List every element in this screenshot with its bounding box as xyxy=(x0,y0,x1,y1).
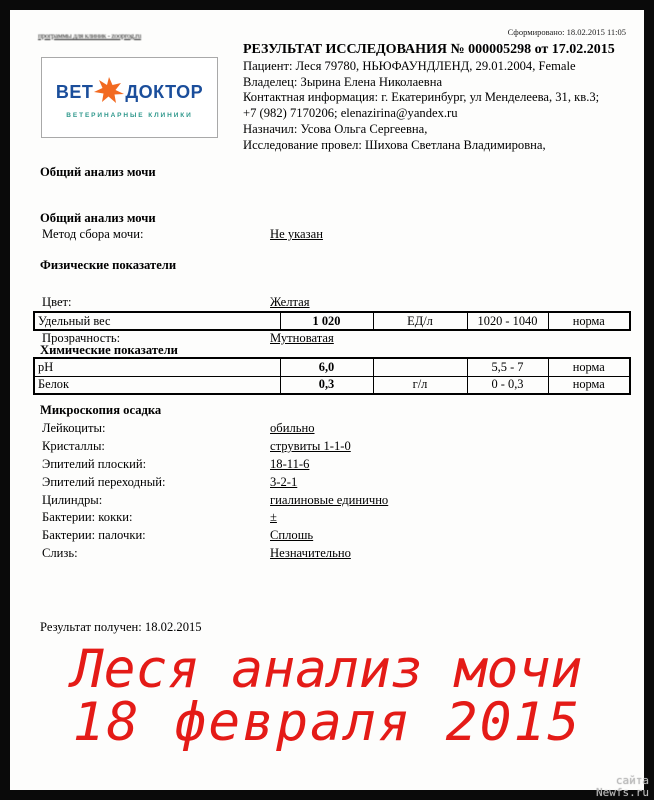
micro-value: Сплошь xyxy=(270,528,314,543)
micro-label: Цилиндры: xyxy=(42,492,103,507)
method-label: Метод сбора мочи: xyxy=(42,227,144,241)
param-value-cell: 0,3 xyxy=(280,376,373,394)
microscopy-list xyxy=(42,421,602,564)
logo-word-right: ДОКТОР xyxy=(125,82,204,102)
param-unit-cell xyxy=(373,358,467,376)
watermark-line-2: Newfs.ru xyxy=(596,786,649,799)
result-received-line: Результат получен: 18.02.2015 xyxy=(40,620,202,634)
owner-line: Владелец: Зырина Елена Николаевна xyxy=(243,74,443,89)
section-title-physical: Физические показатели xyxy=(40,258,177,272)
list-item xyxy=(42,493,602,511)
examiner-line: Исследование провел: Шихова Светлана Владимировна, xyxy=(243,137,546,152)
micro-value: 3-2-1 xyxy=(270,474,298,489)
site-watermark xyxy=(596,775,649,799)
param-unit-cell: г/л xyxy=(373,376,467,394)
micro-label: Эпителий плоский: xyxy=(42,456,147,471)
micro-value: струвиты 1-1-0 xyxy=(270,438,351,453)
section-title-overall-2: Общий анализ мочи xyxy=(40,211,156,225)
param-status-cell: норма xyxy=(548,376,630,394)
table-row xyxy=(34,376,630,394)
patient-line: Пациент: Леся 79780, НЬЮФАУНДЛЕНД, 29.01.2004, Female xyxy=(243,59,576,73)
physical-table xyxy=(33,311,631,331)
list-item xyxy=(42,510,602,528)
color-value: Желтая xyxy=(270,294,310,309)
report-title: РЕЗУЛЬТАТ ИССЛЕДОВАНИЯ № 000005298 от 17.02.2015 xyxy=(243,42,615,57)
method-row xyxy=(42,227,602,245)
param-name-cell: Удельный вес xyxy=(34,312,280,330)
micro-label: Бактерии: палочки: xyxy=(42,528,146,543)
clarity-label: Прозрачность: xyxy=(42,330,121,345)
contact-line: Контактная информация: г. Екатеринбург, ул Менделеева, 31, кв.3; xyxy=(243,90,600,105)
micro-value: Незначительно xyxy=(270,546,351,561)
param-name-cell: Белок xyxy=(34,376,280,394)
list-item xyxy=(42,546,602,564)
micro-label: Лейкоциты: xyxy=(42,421,106,435)
param-range-cell: 5,5 - 7 xyxy=(467,358,548,376)
param-range-cell: 1020 - 1040 xyxy=(467,312,548,330)
param-unit-cell: ЕД/л xyxy=(373,312,467,330)
param-status-cell: норма xyxy=(548,358,630,376)
micro-value: 18-11-6 xyxy=(270,456,310,471)
micro-label: Слизь: xyxy=(42,546,78,561)
red-caption-line-2: 18 февраля 2015 xyxy=(72,692,582,753)
micro-value: ± xyxy=(270,510,277,525)
color-label: Цвет: xyxy=(42,294,72,309)
red-caption-line-1: Леся анализ мочи xyxy=(71,639,583,700)
micro-value: обильно xyxy=(270,421,315,435)
list-item xyxy=(42,421,602,439)
micro-label: Кристаллы: xyxy=(42,438,105,453)
generated-timestamp: Сформировано: 18.02.2015 11:05 xyxy=(507,27,626,37)
red-caption xyxy=(10,639,644,753)
logo-subtitle: ВЕТЕРИНАРНЫЕ КЛИНИКИ xyxy=(66,111,193,119)
list-item xyxy=(42,457,602,475)
star-cat-icon xyxy=(94,77,124,103)
param-name-cell: pH xyxy=(34,358,280,376)
list-item xyxy=(42,528,602,546)
param-status-cell: норма xyxy=(548,312,630,330)
chemical-table xyxy=(33,357,631,395)
clarity-value: Мутноватая xyxy=(270,330,334,345)
micro-label: Эпителий переходный: xyxy=(42,474,166,489)
table-row xyxy=(34,312,630,330)
param-value-cell: 1 020 xyxy=(280,312,373,330)
program-link[interactable]: программы для клиник - zooprog.ru xyxy=(38,31,142,40)
section-title-chemical: Химические показатели xyxy=(40,343,178,357)
section-title-microscopy: Микроскопия осадка xyxy=(40,403,162,417)
list-item xyxy=(42,475,602,493)
logo-word-left: ВЕТ xyxy=(55,82,94,102)
clinic-logo xyxy=(41,57,218,138)
prescriber-line: Назначил: Усова Ольга Сергеевна, xyxy=(243,121,428,136)
micro-value: гиалиновые единично xyxy=(270,492,389,507)
param-range-cell: 0 - 0,3 xyxy=(467,376,548,394)
logo-wordmark xyxy=(56,77,203,109)
report-info-block xyxy=(243,59,635,153)
method-value: Не указан xyxy=(270,227,323,241)
watermark-line-1: сайта xyxy=(615,774,649,787)
param-value-cell: 6,0 xyxy=(280,358,373,376)
section-title-overall-1: Общий анализ мочи xyxy=(40,165,156,179)
document-page xyxy=(10,10,644,790)
table-row xyxy=(34,358,630,376)
list-item xyxy=(42,439,602,457)
phone-email-line: +7 (982) 7170206; elenazirina@yandex.ru xyxy=(243,106,458,121)
micro-label: Бактерии: кокки: xyxy=(42,510,133,525)
